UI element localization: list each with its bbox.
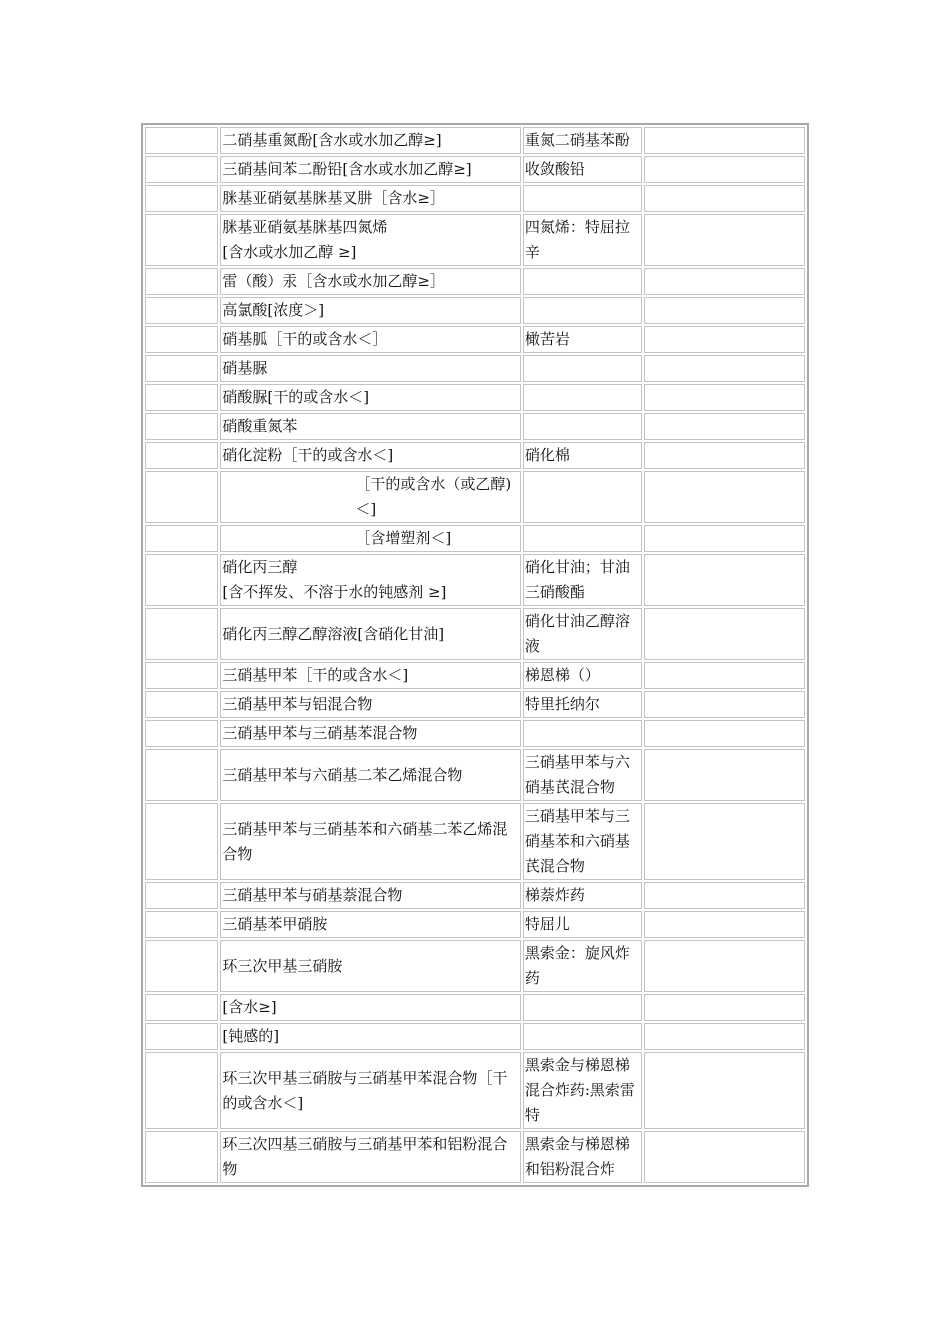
table-row bbox=[145, 1131, 805, 1183]
table-row bbox=[145, 297, 805, 324]
table-row bbox=[145, 720, 805, 747]
chemical-name-cell: 硝化丙三醇乙醇溶液[含硝化甘油] bbox=[220, 608, 521, 660]
remark-cell bbox=[644, 384, 805, 411]
alias-cell: 橄苦岩 bbox=[523, 326, 642, 353]
remark-cell bbox=[644, 911, 805, 938]
chemical-name-cell: 三硝基甲苯与铝混合物 bbox=[220, 691, 521, 718]
number-cell bbox=[145, 940, 218, 992]
alias-cell bbox=[523, 525, 642, 552]
chemical-name-cell: 三硝基甲苯与硝基萘混合物 bbox=[220, 882, 521, 909]
chemical-name-cell: 三硝基甲苯［干的或含水＜] bbox=[220, 662, 521, 689]
alias-cell: 黑索金：旋风炸药 bbox=[523, 940, 642, 992]
number-cell bbox=[145, 662, 218, 689]
chemical-name-cell: 三硝基甲苯与六硝基二苯乙烯混合物 bbox=[220, 749, 521, 801]
number-cell bbox=[145, 1131, 218, 1183]
alias-cell bbox=[523, 355, 642, 382]
table-row bbox=[145, 214, 805, 266]
chemical-name-cell: 环三次甲基三硝胺与三硝基甲苯混合物［干的或含水＜] bbox=[220, 1052, 521, 1129]
remark-cell bbox=[644, 803, 805, 880]
table-row bbox=[145, 413, 805, 440]
number-cell bbox=[145, 1052, 218, 1129]
chemical-name-cell: 硝基胍［干的或含水＜］ bbox=[220, 326, 521, 353]
chemical-name-cell: 环三次甲基三硝胺 bbox=[220, 940, 521, 992]
table-row bbox=[145, 127, 805, 154]
number-cell bbox=[145, 994, 218, 1021]
alias-cell: 硝化甘油乙醇溶液 bbox=[523, 608, 642, 660]
remark-cell bbox=[644, 326, 805, 353]
alias-cell: 硝化甘油；甘油三硝酸酯 bbox=[523, 554, 642, 606]
number-cell bbox=[145, 720, 218, 747]
table-row bbox=[145, 384, 805, 411]
remark-cell bbox=[644, 185, 805, 212]
alias-cell bbox=[523, 268, 642, 295]
remark-cell bbox=[644, 471, 805, 523]
number-cell bbox=[145, 214, 218, 266]
table-row bbox=[145, 156, 805, 183]
number-cell bbox=[145, 355, 218, 382]
table-row bbox=[145, 471, 805, 523]
remark-cell bbox=[644, 127, 805, 154]
chemical-name-cell: 高氯酸[浓度＞] bbox=[220, 297, 521, 324]
table-row bbox=[145, 882, 805, 909]
alias-cell: 三硝基甲苯与六硝基芪混合物 bbox=[523, 749, 642, 801]
chemical-name-cell: [钝感的] bbox=[220, 1023, 521, 1050]
number-cell bbox=[145, 525, 218, 552]
number-cell bbox=[145, 156, 218, 183]
table-row bbox=[145, 749, 805, 801]
chemical-name-cell: 二硝基重氮酚[含水或水加乙醇≥] bbox=[220, 127, 521, 154]
chemical-name-cell: 脒基亚硝氨基脒基叉肼［含水≥］ bbox=[220, 185, 521, 212]
remark-cell bbox=[644, 691, 805, 718]
table-row bbox=[145, 355, 805, 382]
chemical-name-cell: 硝酸脲[干的或含水＜] bbox=[220, 384, 521, 411]
number-cell bbox=[145, 326, 218, 353]
number-cell bbox=[145, 384, 218, 411]
alias-cell: 硝化棉 bbox=[523, 442, 642, 469]
table-row bbox=[145, 662, 805, 689]
remark-cell bbox=[644, 413, 805, 440]
alias-cell: 重氮二硝基苯酚 bbox=[523, 127, 642, 154]
remark-cell bbox=[644, 268, 805, 295]
remark-cell bbox=[644, 554, 805, 606]
remark-cell bbox=[644, 1131, 805, 1183]
table-row bbox=[145, 691, 805, 718]
number-cell bbox=[145, 691, 218, 718]
table-row bbox=[145, 1052, 805, 1129]
number-cell bbox=[145, 554, 218, 606]
remark-cell bbox=[644, 525, 805, 552]
remark-cell bbox=[644, 882, 805, 909]
table-row bbox=[145, 1023, 805, 1050]
chemical-name-cell: 硝化淀粉［干的或含水＜] bbox=[220, 442, 521, 469]
chemical-name-cell: 三硝基甲苯与三硝基苯和六硝基二苯乙烯混合物 bbox=[220, 803, 521, 880]
number-cell bbox=[145, 882, 218, 909]
number-cell bbox=[145, 471, 218, 523]
remark-cell bbox=[644, 749, 805, 801]
alias-cell: 特屈儿 bbox=[523, 911, 642, 938]
remark-cell bbox=[644, 355, 805, 382]
table-row bbox=[145, 268, 805, 295]
number-cell bbox=[145, 413, 218, 440]
alias-cell: 四氮烯：特屈拉辛 bbox=[523, 214, 642, 266]
alias-cell bbox=[523, 384, 642, 411]
number-cell bbox=[145, 268, 218, 295]
chemical-name-cell: 硝基脲 bbox=[220, 355, 521, 382]
remark-cell bbox=[644, 442, 805, 469]
chemical-table bbox=[141, 123, 809, 1187]
number-cell bbox=[145, 749, 218, 801]
remark-cell bbox=[644, 156, 805, 183]
chemical-name-cell: 环三次四基三硝胺与三硝基甲苯和铝粉混合物 bbox=[220, 1131, 521, 1183]
remark-cell bbox=[644, 214, 805, 266]
chemical-name-cell: 三硝基苯甲硝胺 bbox=[220, 911, 521, 938]
chemical-name-cell: 三硝基间苯二酚铅[含水或水加乙醇≥] bbox=[220, 156, 521, 183]
table-row bbox=[145, 185, 805, 212]
remark-cell bbox=[644, 720, 805, 747]
alias-cell bbox=[523, 413, 642, 440]
table-row bbox=[145, 608, 805, 660]
remark-cell bbox=[644, 1023, 805, 1050]
table-row bbox=[145, 554, 805, 606]
alias-cell: 三硝基甲苯与三硝基苯和六硝基芪混合物 bbox=[523, 803, 642, 880]
remark-cell bbox=[644, 994, 805, 1021]
alias-cell: 收敛酸铅 bbox=[523, 156, 642, 183]
remark-cell bbox=[644, 608, 805, 660]
alias-cell: 梯萘炸药 bbox=[523, 882, 642, 909]
alias-cell bbox=[523, 297, 642, 324]
table-row bbox=[145, 442, 805, 469]
alias-cell: 梯恩梯（） bbox=[523, 662, 642, 689]
chemical-name-cell: 三硝基甲苯与三硝基苯混合物 bbox=[220, 720, 521, 747]
chemical-name-cell: ［含增塑剂＜] bbox=[220, 525, 521, 552]
chemical-name-cell: 硝酸重氮苯 bbox=[220, 413, 521, 440]
number-cell bbox=[145, 1023, 218, 1050]
remark-cell bbox=[644, 297, 805, 324]
chemical-name-cell: 硝化丙三醇 [含不挥发、不溶于水的钝感剂 ≥] bbox=[220, 554, 521, 606]
number-cell bbox=[145, 127, 218, 154]
alias-cell: 特里托纳尔 bbox=[523, 691, 642, 718]
alias-cell bbox=[523, 1023, 642, 1050]
number-cell bbox=[145, 185, 218, 212]
number-cell bbox=[145, 442, 218, 469]
table-body bbox=[145, 127, 805, 1183]
table-row bbox=[145, 803, 805, 880]
number-cell bbox=[145, 608, 218, 660]
remark-cell bbox=[644, 1052, 805, 1129]
number-cell bbox=[145, 297, 218, 324]
number-cell bbox=[145, 911, 218, 938]
chemical-name-cell: ［干的或含水（或乙醇)＜] bbox=[220, 471, 521, 523]
remark-cell bbox=[644, 940, 805, 992]
remark-cell bbox=[644, 662, 805, 689]
table-row bbox=[145, 326, 805, 353]
table-row bbox=[145, 994, 805, 1021]
alias-cell bbox=[523, 185, 642, 212]
alias-cell bbox=[523, 471, 642, 523]
table-row bbox=[145, 940, 805, 992]
alias-cell: 黑索金与梯恩梯混合炸药:黑索雷特 bbox=[523, 1052, 642, 1129]
chemical-name-cell: [含水≥] bbox=[220, 994, 521, 1021]
alias-cell: 黑索金与梯恩梯和铝粉混合炸 bbox=[523, 1131, 642, 1183]
table-row bbox=[145, 911, 805, 938]
alias-cell bbox=[523, 720, 642, 747]
chemical-name-cell: 雷（酸）汞［含水或水加乙醇≥］ bbox=[220, 268, 521, 295]
table-row bbox=[145, 525, 805, 552]
alias-cell bbox=[523, 994, 642, 1021]
number-cell bbox=[145, 803, 218, 880]
chemical-name-cell: 脒基亚硝氨基脒基四氮烯 [含水或水加乙醇 ≥] bbox=[220, 214, 521, 266]
